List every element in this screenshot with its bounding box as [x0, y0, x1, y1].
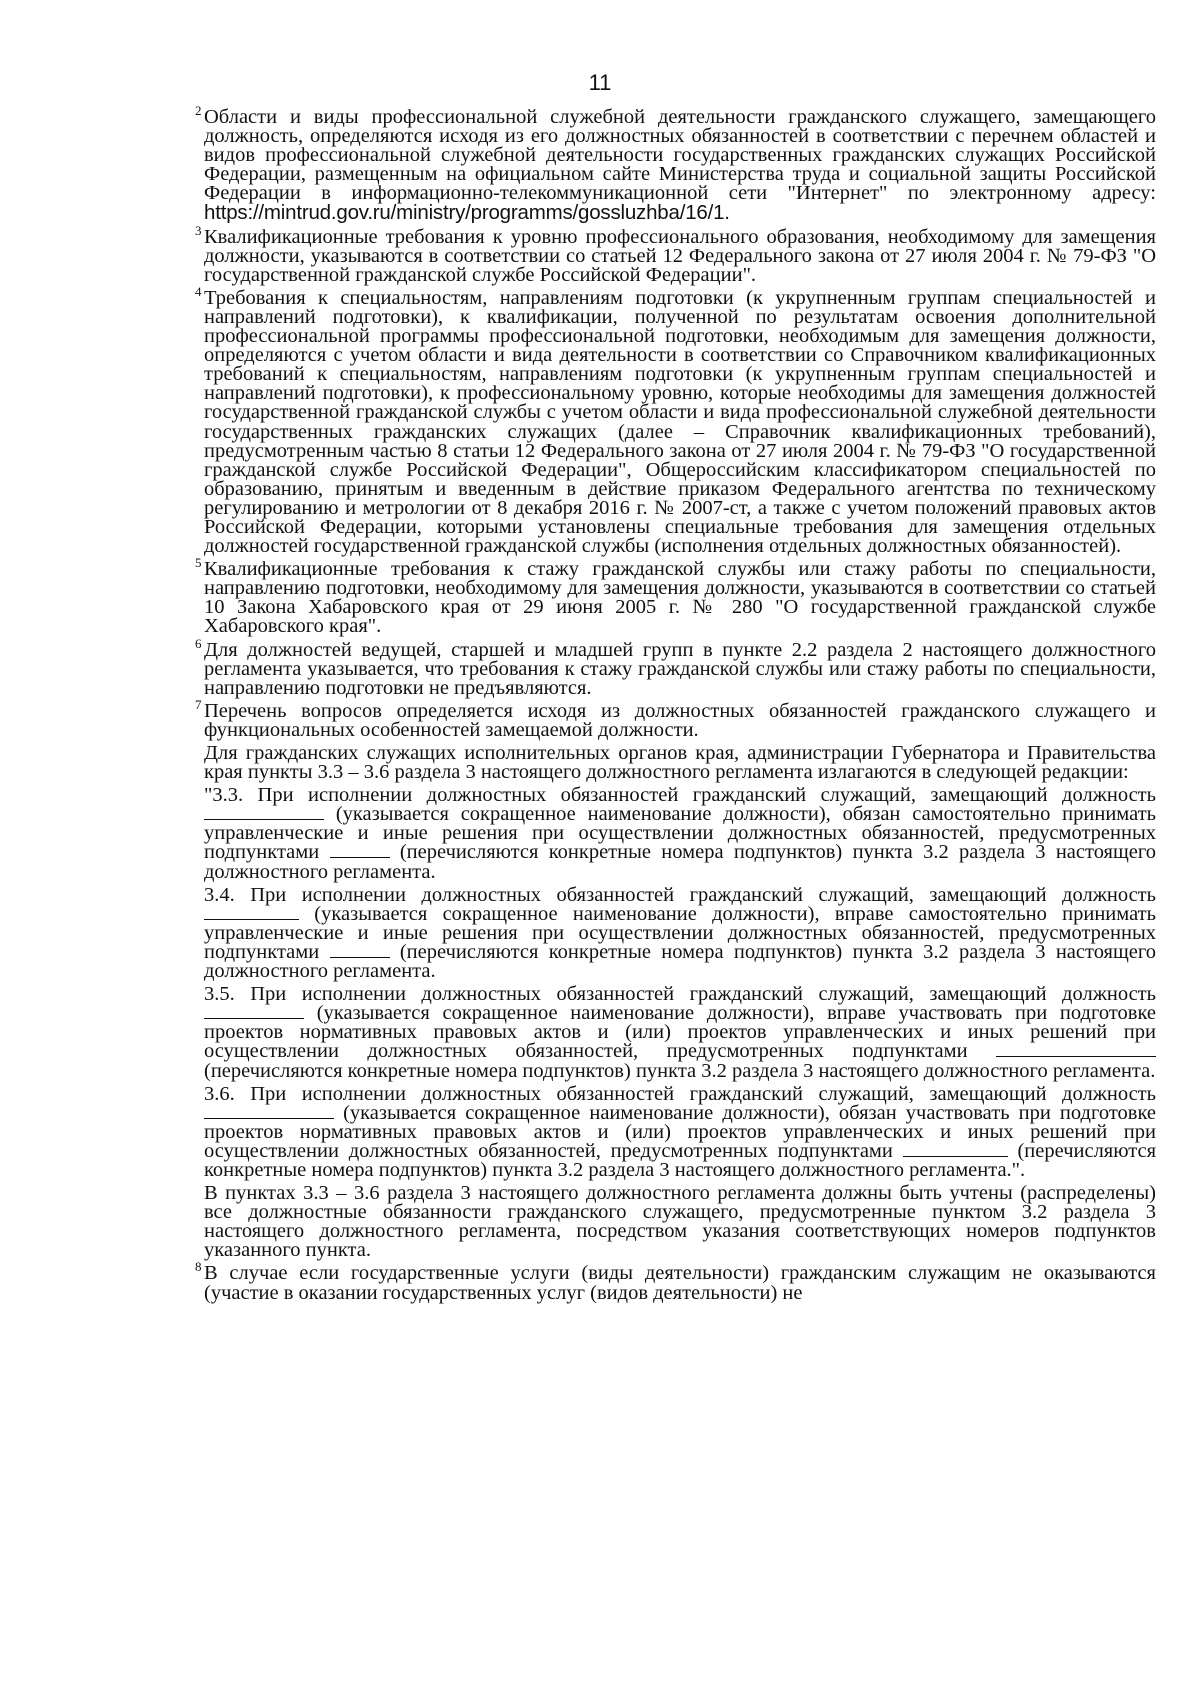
clause-text: (перечисляются конкретные номера подпунктов) пункта 3.2 раздела 3 настоящего должностного регламента.: [204, 1059, 1156, 1082]
footnote-marker: 3: [195, 222, 202, 238]
footnote-8: [195, 1259, 1156, 1304]
clause-text: "3.3. При исполнении должностных обязанностей гражданский служащий, замещающий должность: [204, 784, 1156, 807]
clause-text: (указывается сокращенное наименование должности), обязан самостоятельно принимать управленческие и иные решения при осуществлении должностных обязанностей, предусмотренных подпунктами: [204, 803, 1156, 864]
clause-text: (перечисляются конкретные номера подпунктов) пункта 3.2 раздела 3 настоящего должностного регламента.: [204, 841, 1157, 883]
footnote-2: [195, 103, 1156, 225]
closing-paragraph: В пунктах 3.3 – 3.6 раздела 3 настоящего должностного регламента должны быть учтены (распределены) все должностные обязанности гражданского служащего, предусмотренные пунктом 3.2 раздела 3 настоящего должностного регламента, посредством указания соответствующих номеров подпунктов указанного пункта.: [204, 1182, 1156, 1262]
clause-3-3: [204, 786, 1156, 881]
clause-text: (перечисляются конкретные номера подпунктов) пункта 3.2 раздела 3 настоящего должностного регламента.".: [204, 1139, 1157, 1181]
mintrud-link[interactable]: https://mintrud.gov.ru/ministry/programms/gossluzhba/16/1.: [204, 201, 730, 225]
blank-line: [204, 805, 324, 820]
footnote-text: Квалификационные требования к уровню профессионального образования, необходимому для замещения должности, указываются в соответствии со статьей 12 Федерального закона от 27 июля 2004 г. № 79-ФЗ "О государственной гражданской службе Российской Федерации".: [204, 225, 1156, 286]
footnote-text: Для должностей ведущей, старшей и младшей групп в пункте 2.2 раздела 2 настоящего должностного регламента указывается, что требования к стажу гражданской службы или стажу работы по специальности, направлению подготовки не предъявляются.: [204, 638, 1156, 699]
blank-line: [204, 905, 299, 920]
page-number: 11: [588, 70, 612, 95]
blank-line: [204, 1004, 304, 1019]
footnote-marker: 5: [195, 555, 202, 571]
clause-text: (перечисляются конкретные номера подпунктов) пункта 3.2 раздела 3 настоящего должностного регламента.: [204, 940, 1157, 983]
blank-line: [204, 1104, 334, 1119]
clause-text: 3.4. При исполнении должностных обязанностей гражданский служащий, замещающий должность: [204, 883, 1156, 906]
blank-line: [903, 1142, 1008, 1157]
footnote-marker: 6: [195, 635, 202, 651]
footnote-marker: 2: [195, 103, 202, 118]
footnote-text: Квалификационные требования к стажу гражданской службы или стажу работы по специальности, направлению подготовки, необходимому для замещения должности, указываются в соответствии со статьей 10 Закона Хабаровского края от 29 июня 2005 г. № 280 "О государственной гражданской службе Хабаровского края".: [204, 558, 1156, 638]
document-body: [195, 103, 1157, 1307]
footnote-3: [195, 222, 1156, 286]
footnote-5: [195, 555, 1156, 638]
footnote-4: [195, 283, 1156, 558]
footnote-text: Перечень вопросов определяется исходя из должностных обязанностей гражданского служащего и функциональных особенностей замещаемой должности.: [204, 699, 1156, 741]
blank-line: [996, 1042, 1156, 1057]
footnote-text: В случае если государственные услуги (виды деятельности) гражданским служащим не оказываются (участие в оказании государственных услуг (видов деятельности) не: [204, 1262, 1156, 1304]
clause-text: 3.5. При исполнении должностных обязанностей гражданский служащий, замещающий должность: [204, 983, 1156, 1006]
clause-3-4: [204, 883, 1157, 983]
clause-text: (указывается сокращенное наименование должности), вправе самостоятельно принимать управленческие и иные решения при осуществлении должностных обязанностей, предусмотренных подпунктами: [204, 902, 1156, 963]
footnote-marker: 8: [195, 1259, 202, 1275]
clause-text: (указывается сокращенное наименование должности), вправе участвовать при подготовке проектов нормативных правовых актов и (или) проектов управленческих и иных решений при осуществлении должностных обязанностей, предусмотренных подпунктами: [204, 1002, 1156, 1063]
footnote-text: Области и виды профессиональной служебной деятельности гражданского служащего, замещающего должность, определяются исходя из его должностных обязанностей в соответствии с перечнем областей и видов профессиональной служебной деятельности государственных гражданских служащих Российской Федерации, размещенным на официальном сайте Министерства труда и социальной защиты Российской Федерации в информационно-телекоммуникационной сети "Интернет" по электронному адресу:: [204, 106, 1156, 205]
footnote-marker: 7: [195, 696, 202, 712]
intro-paragraph: Для гражданских служащих исполнительных органов края, администрации Губернатора и Правительства края пункты 3.3 – 3.6 раздела 3 настоящего должностного регламента излагаются в следующей редакции:: [204, 742, 1156, 784]
blank-line: [330, 943, 390, 958]
clause-text: (указывается сокращенное наименование должности), обязан участвовать при подготовке проектов нормативных правовых актов и (или) проектов управленческих и иных решений при осуществлении должностных обязанностей, предусмотренных подпунктами: [204, 1101, 1156, 1162]
footnote-7: [195, 696, 1156, 741]
footnote-text: Требования к специальностям, направлениям подготовки (к укрупненным группам специальностей и направлений подготовки), к квалификации, полученной по результатам освоения дополнительной профессиональной программы профессиональной подготовки, необходимым для замещения должности, определяются с учетом области и вида деятельности в соответствии со Справочником квалификационных требований к специальностям, направлениям подготовки (к укрупненным группам специальностей и направлений подготовки), к профессиональному уровню, которые необходимы для замещения должностей государственной гражданской службы с учетом области и вида профессиональной служебной деятельности государственных гражданских служащих (далее – Справочник квалификационных требований), предусмотренным частью 8 статьи 12 Федерального закона от 27 июля 2004 г. № 79-ФЗ "О государственной гражданской службе Российской Федерации", Общероссийским классификатором специальностей по образованию, принятым и введенным в действие приказом Федерального агентства по техническому регулированию и метрологии от 8 декабря 2016 г. № 2007-ст, а также с учетом положений правовых актов Российской Федерации, которыми установлены специальные требования для замещения отдельных должностей государственной гражданской службы (исполнения отдельных должностных обязанностей).: [204, 286, 1156, 558]
footnote-6: [195, 635, 1156, 699]
clause-3-6: [204, 1082, 1157, 1181]
blank-line: [330, 843, 390, 858]
clause-text: 3.6. При исполнении должностных обязанностей гражданский служащий, замещающий должность: [204, 1082, 1156, 1105]
clause-3-5: [204, 985, 1156, 1080]
footnote-marker: 4: [195, 283, 202, 299]
